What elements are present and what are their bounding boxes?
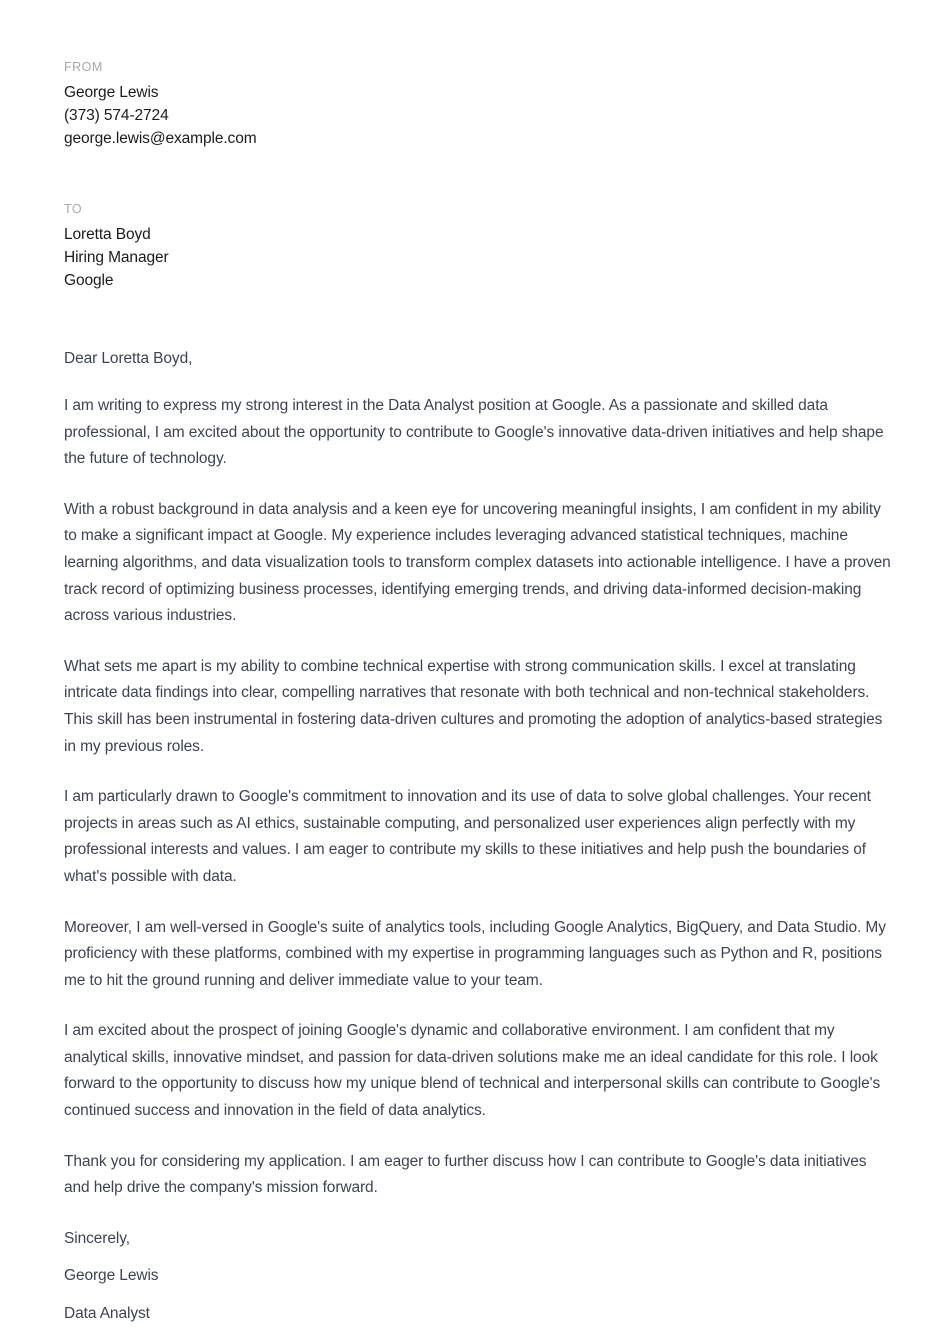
body-paragraph: What sets me apart is my ability to combine technical expertise with strong communication skills. I excel at translating intricate data findings into clear, compelling narratives that resonate with both technical and non-technical stakeholders. This skill has been instrumental in fostering data-driven cultures and promoting the adoption of analytics-based strategies in my previous roles. [64,657,883,755]
from-label: FROM [64,60,103,74]
sender-phone: (373) 574-2724 [64,107,169,124]
body-paragraph: With a robust background in data analysis and a keen eye for uncovering meaningful insights, I am confident in my ability to make a significant impact at Google. My experience includes leveraging advanced statistical techniques, machine learning algorithms, and data visualization tools to transform complex datasets into actionable intelligence. I have a proven track record of optimizing business processes, identifying emerging trends, and driving data-informed decision-making across various industries. [64,500,891,625]
to-block [64,202,894,292]
to-label: TO [64,202,83,216]
sign-off: Sincerely, [64,1229,130,1247]
sender-name: George Lewis [64,84,159,101]
body-paragraph: I am writing to express my strong interest in the Data Analyst position at Google. As a passionate and skilled data professional, I am excited about the opportunity to contribute to Google's innovative data-driven initiatives and help shape the future of technology. [64,397,884,468]
recipient-company: Google [64,272,114,289]
body-paragraph: Thank you for considering my application. I am eager to further discuss how I can contribute to Google's data initiatives and help drive the company's mission forward. [64,1152,867,1197]
body-paragraph: I am particularly drawn to Google's commitment to innovation and its use of data to solve global challenges. Your recent projects in areas such as AI ethics, sustainable computing, and personalized user experiences align perfectly with my professional interests and values. I am eager to contribute my skills to these initiatives and help push the boundaries of what's possible with data. [64,788,871,885]
from-block [64,60,894,150]
signature-title: Data Analyst [64,1305,150,1323]
recipient-title: Hiring Manager [64,249,169,266]
body-paragraph: Moreover, I am well-versed in Google's suite of analytics tools, including Google Analytics, BigQuery, and Data Studio. My proficiency with these platforms, combined with my expertise in programming languages such as Python and R, positions me to hit the ground running and deliver immediate value to your team. [64,918,886,989]
body-paragraph: I am excited about the prospect of joining Google's dynamic and collaborative environment. I am confident that my analytical skills, innovative mindset, and passion for data-driven solutions make me an ideal candidate for this role. I look forward to the opportunity to discuss how my unique blend of technical and interpersonal skills can contribute to Google's continued success and innovation in the field of data analytics. [64,1022,881,1120]
sender-email: george.lewis@example.com [64,130,257,147]
recipient-name: Loretta Boyd [64,226,151,243]
letter-content [64,60,894,1328]
salutation: Dear Loretta Boyd, [64,350,193,367]
signature-name: George Lewis [64,1267,159,1285]
